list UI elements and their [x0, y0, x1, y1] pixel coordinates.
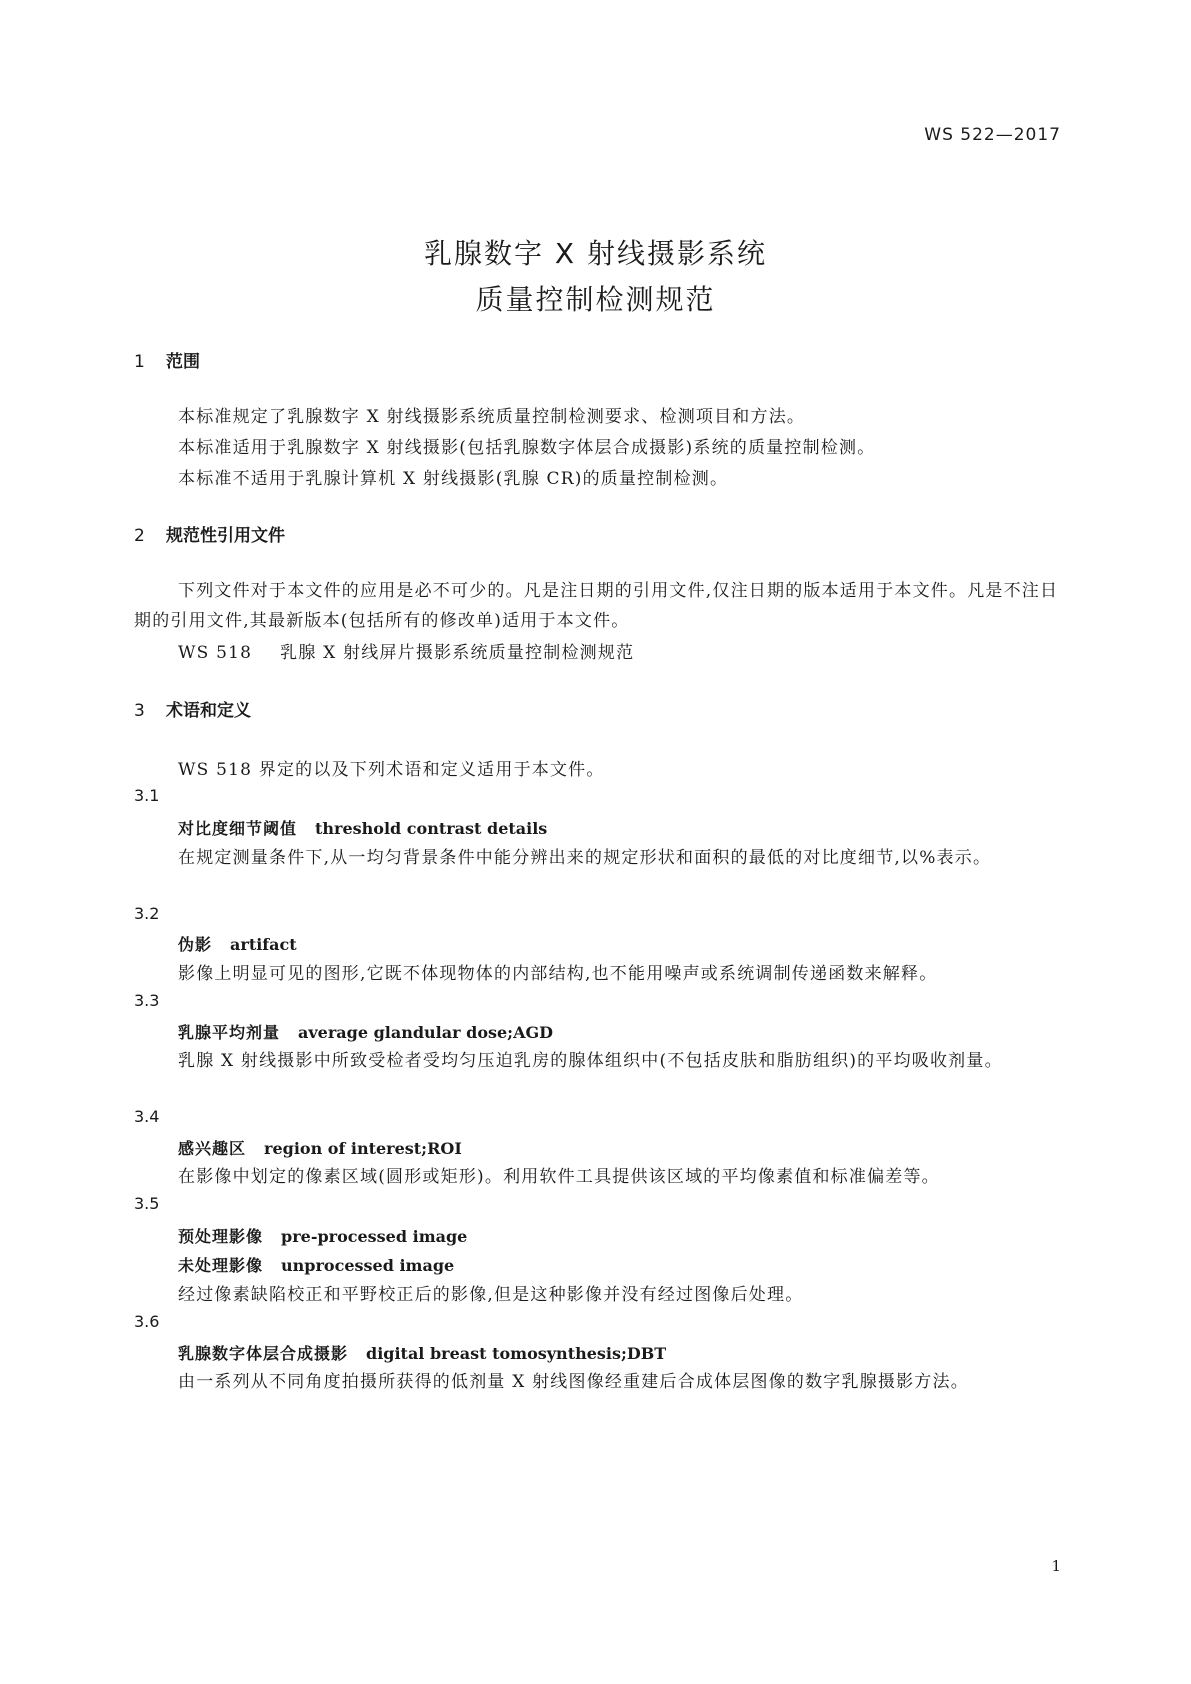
term-entry: [178, 1341, 666, 1364]
term-chinese: 乳腺平均剂量: [178, 1023, 281, 1042]
reference-item: [178, 638, 634, 663]
term-entry: [178, 1224, 467, 1247]
document-title-line2: 质量控制检测规范: [475, 283, 716, 316]
term-english: digital breast tomosynthesis;DBT: [366, 1344, 667, 1363]
clause-number: 3.1: [134, 786, 160, 805]
term-english: unprocessed image: [281, 1256, 455, 1275]
scope-paragraph-3: 本标准不适用于乳腺计算机 X 射线摄影(乳腺 CR)的质量控制检测。: [178, 469, 729, 489]
references-intro: 下列文件对于本文件的应用是必不可少的。凡是注日期的引用文件,仅注日期的版本适用于本文件。凡是不注日期的引用文件,其最新版本(包括所有的修改单)适用于本文件。: [134, 581, 1059, 631]
term-definition: 乳腺 X 射线摄影中所致受检者受均匀压迫乳房的腺体组织中(不包括皮肤和脂肪组织)的平均吸收剂量。: [178, 1051, 1003, 1071]
term-definition: 由一系列从不同角度拍摄所获得的低剂量 X 射线图像经重建后合成体层图像的数字乳腺摄影方法。: [178, 1372, 969, 1392]
scope-paragraph-2: 本标准适用于乳腺数字 X 射线摄影(包括乳腺数字体层合成摄影)系统的质量控制检测。: [178, 438, 876, 458]
standard-code: WS 522—2017: [924, 125, 1061, 145]
term-entry-synonym: [178, 1253, 454, 1276]
section-number: 1: [134, 352, 145, 372]
scope-paragraph-1: 本标准规定了乳腺数字 X 射线摄影系统质量控制检测要求、检测项目和方法。: [178, 407, 806, 427]
term-english: artifact: [230, 935, 297, 954]
clause-number: 3.2: [134, 904, 160, 923]
clause-number: 3.5: [134, 1194, 160, 1213]
page-number: 1: [1051, 1557, 1061, 1575]
clause-number: 3.4: [134, 1107, 160, 1126]
term-chinese: 伪影: [178, 935, 213, 954]
section-title: 术语和定义: [166, 701, 251, 721]
reference-code: WS 518: [178, 643, 253, 663]
section-heading-scope: [134, 347, 200, 372]
term-entry: [178, 932, 297, 955]
term-chinese: 预处理影像: [178, 1227, 264, 1246]
term-chinese: 乳腺数字体层合成摄影: [178, 1344, 349, 1363]
term-entry: [178, 1020, 553, 1043]
term-chinese: 对比度细节阈值: [178, 819, 298, 838]
section-heading-terms: [134, 696, 251, 721]
term-chinese: 未处理影像: [178, 1256, 264, 1275]
section-title: 范围: [166, 352, 200, 372]
term-english: region of interest;ROI: [264, 1139, 462, 1158]
term-definition: 在规定测量条件下,从一均匀背景条件中能分辨出来的规定形状和面积的最低的对比度细节,以%表示。: [178, 848, 992, 868]
term-chinese: 感兴趣区: [178, 1139, 247, 1158]
terms-intro: WS 518 界定的以及下列术语和定义适用于本文件。: [178, 760, 605, 780]
term-entry: [178, 1136, 462, 1159]
term-definition: 在影像中划定的像素区域(圆形或矩形)。利用软件工具提供该区域的平均像素值和标准偏差等。: [178, 1167, 940, 1187]
term-entry: [178, 816, 547, 839]
reference-title: 乳腺 X 射线屏片摄影系统质量控制检测规范: [280, 643, 635, 663]
section-heading-references: [134, 521, 285, 546]
section-number: 3: [134, 701, 145, 721]
term-definition: 经过像素缺陷校正和平野校正后的影像,但是这种影像并没有经过图像后处理。: [178, 1285, 804, 1305]
clause-number: 3.3: [134, 991, 160, 1010]
document-title-line1: 乳腺数字 X 射线摄影系统: [424, 237, 767, 270]
section-number: 2: [134, 526, 145, 546]
term-english: average glandular dose;AGD: [298, 1023, 554, 1042]
clause-number: 3.6: [134, 1312, 160, 1331]
term-english: threshold contrast details: [315, 819, 548, 838]
term-english: pre-processed image: [281, 1227, 468, 1246]
term-definition: 影像上明显可见的图形,它既不体现物体的内部结构,也不能用噪声或系统调制传递函数来解释。: [178, 964, 938, 984]
section-title: 规范性引用文件: [166, 526, 285, 546]
